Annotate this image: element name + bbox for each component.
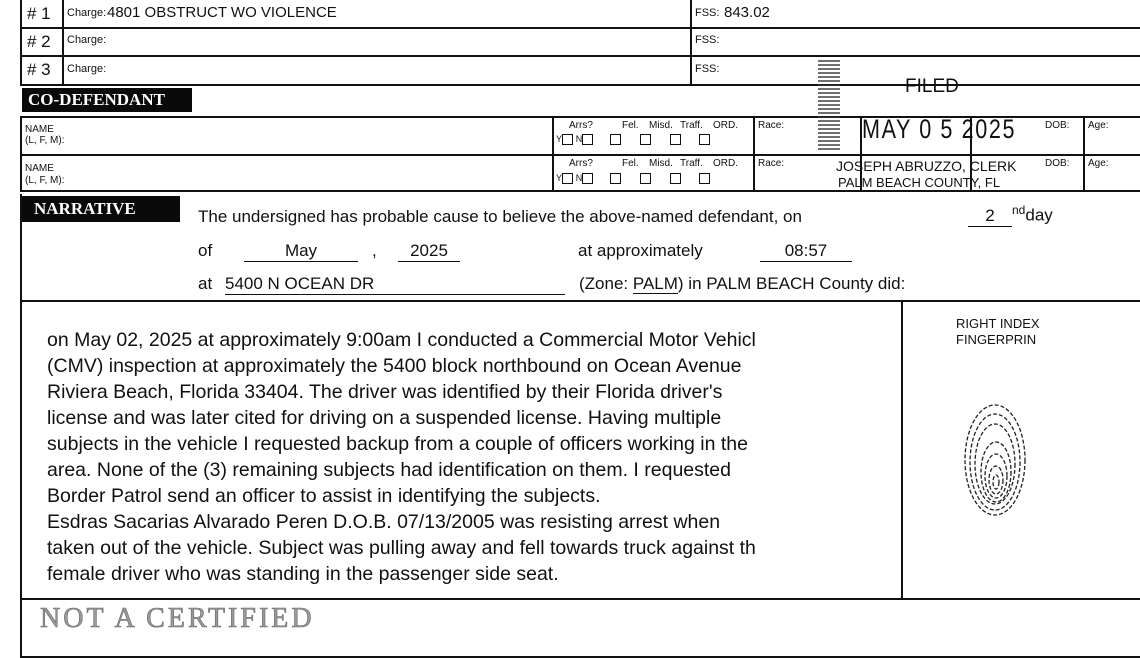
- month-field: May: [244, 241, 358, 262]
- charge-1-label: Charge:: [67, 7, 107, 19]
- narrative-line: license and was later cited for driving on a suspended license. Having multiple: [47, 407, 722, 429]
- zone-suffix: ) in PALM BEACH County did:: [677, 274, 906, 293]
- day-suffix: nd: [1012, 203, 1026, 217]
- narrative-body: [47, 327, 907, 587]
- zone-value: PALM: [632, 274, 678, 293]
- arrested-no-checkbox[interactable]: [582, 173, 593, 184]
- fingerprint-image: [960, 400, 1030, 520]
- arrested-no-checkbox[interactable]: [582, 134, 593, 145]
- not-certified-watermark: NOT A CERTIFIED: [40, 603, 315, 634]
- misdemeanor-checkbox[interactable]: [640, 173, 651, 184]
- arrs-label: Arrs?: [569, 158, 593, 169]
- fss-1-label: FSS:: [695, 7, 720, 19]
- dob-label: DOB:: [1045, 120, 1070, 131]
- at-label: at: [198, 274, 213, 293]
- arrested-yes-checkbox[interactable]: [562, 173, 573, 184]
- age-label: Age:: [1088, 158, 1109, 169]
- fingerprint-label-line-2: FINGERPRIN: [956, 332, 1037, 347]
- charge-3-number: # 3: [27, 60, 51, 79]
- charge-3-label: Charge:: [67, 63, 107, 75]
- narrative-line: taken out of the vehicle. Subject was pulling away and fell towards truck against th: [47, 537, 756, 559]
- race-label: Race:: [758, 120, 785, 131]
- arrested-yes-checkbox[interactable]: [562, 134, 573, 145]
- fingerprint-label: [956, 316, 1040, 348]
- dob-label: DOB:: [1045, 158, 1070, 169]
- codefendant-heading: CO-DEFENDANT: [22, 88, 192, 112]
- traff-label: Traff.: [680, 120, 703, 131]
- misd-label: Misd.: [649, 158, 673, 169]
- day-label: day: [1025, 205, 1053, 225]
- stamp-county: PALM BEACH COUNTY, FL: [838, 175, 1001, 190]
- charge-2-number: # 2: [27, 32, 51, 51]
- misdemeanor-checkbox[interactable]: [640, 134, 651, 145]
- fel-label: Fel.: [622, 158, 639, 169]
- felony-checkbox[interactable]: [610, 173, 621, 184]
- charge-2-label: Charge:: [67, 34, 107, 46]
- misd-label: Misd.: [649, 120, 673, 131]
- narrative-line: Esdras Sacarias Alvarado Peren D.O.B. 07/13/2005 was resisting arrest when: [47, 511, 721, 533]
- ordinance-checkbox[interactable]: [699, 173, 710, 184]
- narrative-heading: NARRATIVE: [22, 196, 180, 222]
- ordinance-checkbox[interactable]: [699, 134, 710, 145]
- narrative-line: area. None of the (3) remaining subjects had identification on them. I requested: [47, 459, 731, 481]
- stamp-clerk: JOSEPH ABRUZZO, CLERK: [836, 158, 1017, 174]
- age-label: Age:: [1088, 120, 1109, 131]
- of-label: of: [198, 241, 213, 260]
- narrative-line: Riviera Beach, Florida 33404. The driver was identified by their Florida driver's: [47, 381, 723, 403]
- fingerprint-label-line-1: RIGHT INDEX: [956, 316, 1040, 331]
- n-label: N: [575, 134, 583, 145]
- narrative-line: (CMV) inspection at approximately the 5400 block northbound on Ocean Avenue: [47, 355, 742, 377]
- time-field: 08:57: [760, 241, 852, 262]
- race-label: Race:: [758, 158, 785, 169]
- year-field: 2025: [398, 241, 460, 262]
- name-label: NAME: [25, 124, 54, 135]
- fel-label: Fel.: [622, 120, 639, 131]
- felony-checkbox[interactable]: [610, 134, 621, 145]
- ord-label: ORD.: [713, 120, 738, 131]
- traffic-checkbox[interactable]: [670, 134, 681, 145]
- ord-label: ORD.: [713, 158, 738, 169]
- narrative-line: female driver who was standing in the passenger side seat.: [47, 563, 559, 585]
- traff-label: Traff.: [680, 158, 703, 169]
- name-label: NAME: [25, 163, 54, 174]
- fss-1-value: 843.02: [724, 4, 770, 21]
- comma: ,: [372, 241, 377, 260]
- y-label: Y: [556, 134, 563, 145]
- charge-1-number: # 1: [27, 4, 51, 23]
- stamp-filed: FILED: [905, 76, 959, 97]
- charge-1-value: 4801 OBSTRUCT WO VIOLENCE: [107, 4, 337, 21]
- fss-3-label: FSS:: [695, 63, 720, 75]
- zone-prefix: (Zone:: [579, 274, 629, 293]
- n-label: N: [575, 173, 583, 184]
- narrative-intro: The undersigned has probable cause to believe the above-named defendant, on: [198, 207, 802, 226]
- stamp-date: MAY 0 5 2025: [862, 114, 1017, 144]
- narrative-line: on May 02, 2025 at approximately 9:00am I conducted a Commercial Motor Vehicl: [47, 329, 756, 351]
- name-sublabel: (L, F, M):: [25, 135, 65, 146]
- narrative-line: Border Patrol send an officer to assist in identifying the subjects.: [47, 485, 601, 507]
- stamp-barcode: [818, 60, 840, 150]
- name-sublabel: (L, F, M):: [25, 175, 65, 186]
- narrative-line: subjects in the vehicle I requested backup from a couple of officers working in the: [47, 433, 748, 455]
- location-field: 5400 N OCEAN DR: [225, 274, 565, 295]
- y-label: Y: [556, 173, 563, 184]
- fss-2-label: FSS:: [695, 34, 720, 46]
- traffic-checkbox[interactable]: [670, 173, 681, 184]
- approx-label: at approximately: [578, 241, 703, 260]
- arrs-label: Arrs?: [569, 120, 593, 131]
- day-field: 2: [968, 206, 1012, 227]
